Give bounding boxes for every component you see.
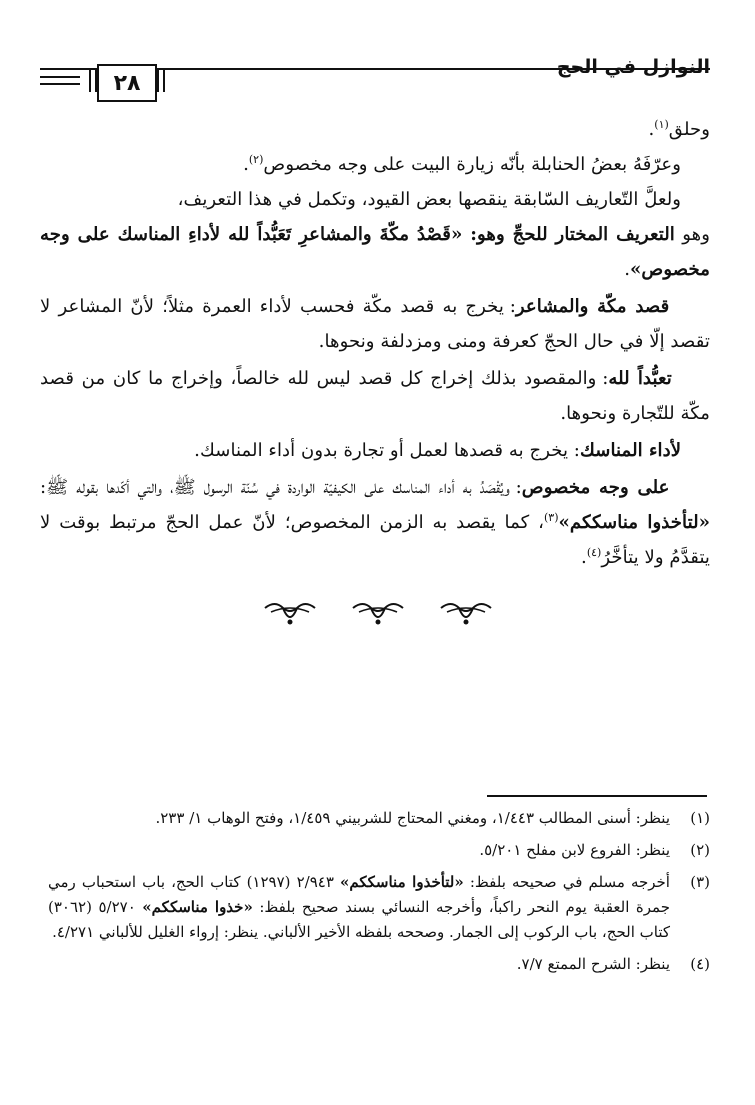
footnote — [48, 952, 710, 977]
paragraph: على وجه مخصوص: ويُقْصَدُ به أداء المناسك على الكيفيّة الواردة في سُنّة الرسول ﷺ، والتي أكّدها بقوله ﷺ: «لتأخذوا مناسككم»$^{(٣)}$، كما يقصد به الزمن المخصوص؛ لأنّ عمل الحجّ مرتبط بوقت لا يتقدَّمُ ولا يتأخَّرُ$^{(٤)}$. — [40, 477, 710, 568]
footnote — [48, 870, 710, 945]
paragraph: وهو التعريف المختار للحجِّ وهو: «قَصْدُ مكّةَ والمشاعرِ تَعَبُّداً لله لأداءِ المناسك على وجه مخصوص». — [40, 224, 710, 280]
main-text — [40, 112, 710, 575]
paragraph: لأداء المناسك: يخرج به قصدها لعمل أو تجارة بدون أداء المناسك. — [194, 440, 682, 461]
footnote-text: ينظر: الشرح الممتع ٧/٧. — [516, 955, 670, 973]
paragraph: وعرّفَهُ بعضُ الحنابلة بأنّه زيارة البيت على وجه مخصوص$^{(٢)}$. — [243, 152, 682, 175]
footnote-text: ينظر: الفروع لابن مفلح ٥/٢٠١. — [479, 841, 670, 859]
footnote-ref: (١) — [654, 117, 669, 131]
term: قصد مكّة والمشاعر — [515, 296, 670, 317]
footnote-text: ينظر: أسنى المطالب ١/٤٤٣، ومغني المحتاج للشربيني ١/٤٥٩، وفتح الوهاب ١/ ٢٣٣. — [155, 809, 670, 827]
footnote-ref: (٢) — [248, 152, 264, 166]
paragraph: تعبُّداً لله: والمقصود بذلك إخراج كل قصد ليس لله خالصاً، وإخراج ما كان من قصد مكّة للتّجارة ونحوها. — [40, 368, 710, 424]
term: على وجه مخصوص — [521, 477, 670, 498]
footnote — [48, 806, 710, 831]
footnote-separator — [487, 795, 707, 797]
running-title: النوازل في الحج — [556, 56, 710, 78]
footnote-number: (٣) — [690, 873, 710, 891]
ornament-icon — [437, 598, 495, 628]
term: لأداء المناسك — [579, 440, 682, 461]
section-divider — [0, 598, 755, 628]
footnote-text: أخرجه مسلم في صحيحه بلفظ: «لتأخذوا مناسككم» ٢/٩٤٣ (١٢٩٧) كتاب الحج، باب استحباب رمي جمرة العقبة يوم النحر راكباً، وأخرجه النسائي بسند صحيح بلفظ: «خذوا مناسككم» ٥/٢٧٠ (٣٠٦٢) كتاب الحج، باب الركوب إلى الجمار. وصححه بلفظه الأخير الألباني. ينظر: إرواء الغليل للألباني ٤/٢٧١. — [48, 873, 670, 941]
paragraph: قصد مكّة والمشاعر: يخرج به قصد مكّة فحسب لأداء العمرة مثلاً؛ لأنّ المشاعر لا تقصد إلّا في حال الحجّ كعرفة ومنى ومزدلفة ونحوها. — [40, 296, 710, 352]
definition: التعريف المختار للحجِّ وهو: «قَصْدُ مكّةَ والمشاعرِ تَعَبُّداً لله لأداءِ المناسك على وجه مخصوص» — [40, 224, 710, 280]
page-header — [40, 48, 710, 108]
footnote — [48, 838, 710, 863]
footnote-number: (٤) — [690, 955, 710, 973]
footnote-ref: (٤) — [586, 545, 602, 559]
paragraph: وحلق$^{(١)}$. — [648, 117, 710, 140]
footnote-number: (٢) — [690, 841, 710, 859]
footnote-ref: (٣) — [543, 510, 559, 524]
header-rule-double-2 — [40, 83, 80, 85]
ornament-icon — [349, 598, 407, 628]
term: تعبُّداً لله — [608, 368, 672, 389]
header-rule-double-1 — [40, 76, 80, 78]
ornament-icon — [261, 598, 319, 628]
footnotes — [48, 806, 710, 984]
footnote-number: (١) — [690, 809, 710, 827]
hadith-quote: «لتأخذوا مناسككم» — [558, 512, 710, 533]
page-number: ٢٨ — [97, 64, 157, 102]
paragraph: ولعلَّ التّعاريف السّابقة ينقصها بعض القيود، وتكمل في هذا التعريف، — [177, 189, 682, 210]
